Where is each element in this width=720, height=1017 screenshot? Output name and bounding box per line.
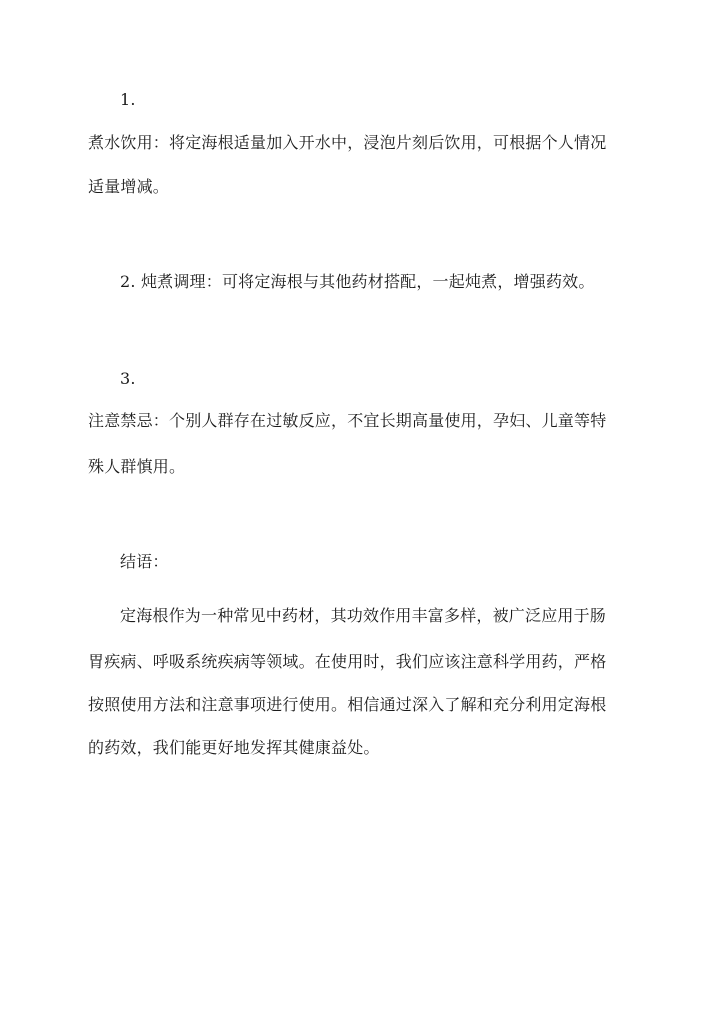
- item-3-text-line-1: 注意禁忌：个别人群存在过敏反应，不宜长期高量使用，孕妇、儿童等特: [88, 411, 607, 430]
- item-1-text-line-1: 煮水饮用：将定海根适量加入开水中，浸泡片刻后饮用，可根据个人情况: [88, 133, 607, 152]
- item-1-text-line-2: 适量增减。: [88, 177, 170, 196]
- item-2-text: 2. 炖煮调理：可将定海根与其他药材搭配，一起炖煮，增强药效。: [120, 272, 595, 291]
- conclusion-line-1: 定海根作为一种常见中药材，其功效作用丰富多样，被广泛应用于肠: [120, 606, 607, 625]
- item-3-text-line-2: 殊人群慎用。: [88, 457, 186, 476]
- conclusion-line-4: 的药效，我们能更好地发挥其健康益处。: [88, 738, 380, 757]
- item-3-number: 3.: [120, 369, 136, 388]
- conclusion-line-2: 胃疾病、呼吸系统疾病等领域。在使用时，我们应该注意科学用药，严格: [88, 652, 607, 671]
- conclusion-line-3: 按照使用方法和注意事项进行使用。相信通过深入了解和充分利用定海根: [88, 695, 607, 714]
- conclusion-heading: 结语：: [120, 552, 169, 571]
- item-1-number: 1.: [120, 90, 136, 109]
